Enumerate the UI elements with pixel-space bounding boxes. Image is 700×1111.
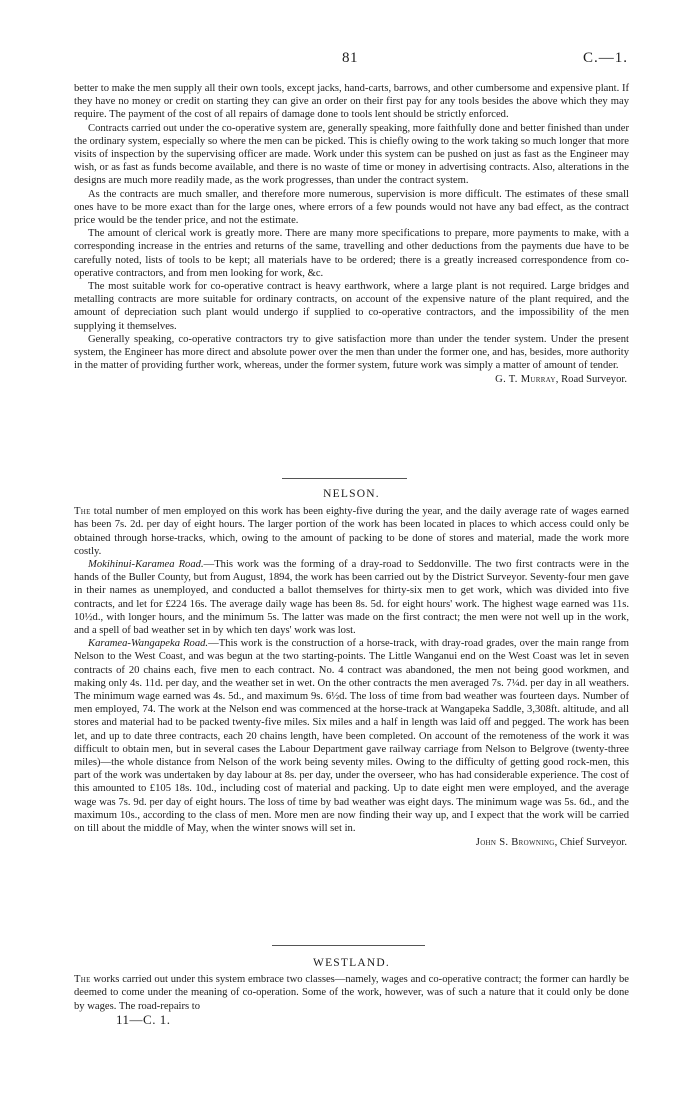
paragraph: [74, 637, 629, 835]
signature-mark: 11—C. 1.: [116, 1012, 171, 1027]
section-divider: [282, 478, 407, 479]
paragraph: [74, 558, 629, 637]
paragraph-text: —This work is the construction of a horse-track, with dray-road grades, over the main range from Nelson to the West Coast, and was begun at the two starting-points. The Little Wanganui end on the West Coast was let in seven contracts of 20 chains each, five men to each contract. No. 4 contract was abandoned, the men not being good workmen, and making only 4s. 11d. per day, and the weather set in wet. On the other contracts the men averaged 7s. 7¼d. per day in all weathers. The minimum wage earned was 4s. 5d., and maximum 9s. 6½d. The loss of time from bad weather was fourteen days. Number of men employed, 74. The work at the Nelson end was commenced at the horse-track at Wangapeka Saddle, 3,308ft. altitude, and all stores and material had to be packed twenty-five miles. Six miles and a half in length was laid off and pegged. The work has been let, and up to date three contracts, each 20 chains length, have been completed. On account of the remoteness of the work it was difficult to obtain men, but in several cases the Labour Department gave railway carriage from Nelson to Belgrove (twenty-three miles)—the whole distance from Nelson of the work being seventy miles. Owing to the difficulty of getting good rock-men, this part of the work was undertaken by day labour at 8s. per day, under the overseer, who has had considerable experience. The cost of this amounted to £105 18s. 10d., including cost of material and packing. Up to date eight men were employed, and the average wage was 7s. 9d. per day of eight hours. The loss of time by bad weather was eight days. The minimum wage was 5s. 6d., and the maximum 10s., according to the class of men. More men are now finding their way up, and I expect that the work will be carried on till about the middle of May, when the winter snows will set in.: [74, 638, 630, 835]
page-header: [0, 52, 700, 70]
paragraph: The most suitable work for co-operative contract is heavy earthwork, where a large plant is not required. Large bridges and metalling contracts are more suitable for ordinary contracts, on account of the expensive nature of the plant required, and the amount of depreciation such plant would undergo if supplied to co-operative contractors, and the impossibility of the men supplying it themselves.: [74, 281, 629, 332]
lead-word: The: [74, 974, 91, 986]
paragraph: [74, 973, 629, 1013]
page-number: 81: [342, 50, 358, 66]
signature-browning: [74, 836, 629, 849]
lead-word: The: [74, 506, 91, 518]
road-name: Karamea-Wangapeka Road.: [88, 638, 209, 650]
signature-murray: [74, 373, 629, 386]
paragraph: Contracts carried out under the co-operative system are, generally speaking, more faithfully done and better finished than under the ordinary system, especially so where the men can be picked. This is chiefly owing to the work taking so much longer that more visits of inspection by the supervising officer are made. Work under this system can be pushed on just as fast as the Engineer may wish, or as fast as funds become available, and there is no waste of time or money in advertising contracts. Also, alterations in the designs are much more readily made, as the work progresses, than under the contract system.: [74, 122, 629, 187]
paragraph: Generally speaking, co-operative contractors try to give satisfaction more than under the tender system. Under the present system, the Engineer has more direct and absolute power over the men than under the former one, and has, besides, more authority in the matter of providing further work, whereas, under the former system, future work was simply a matter of amount of tender.: [74, 333, 629, 372]
signature-name: John S. Browning: [475, 837, 555, 849]
section-divider: [272, 945, 425, 946]
paragraph: The amount of clerical work is greatly more. There are many more specifications to prepare, more payments to make, with a corresponding increase in the entries and returns of the same, travelling and other deductions from the payments due have to be carefully noted, lists of tools to be kept; all materials have to be ordered; there is a greatly increased correspondence from co-operative contractors, and from men looking for work, &c.: [74, 228, 629, 279]
paragraph: [74, 505, 629, 558]
document-reference: C.—1.: [582, 50, 628, 66]
section-road-surveyor-report: [74, 82, 629, 387]
paragraph-text: works carried out under this system embrace two classes—namely, wages and co-operative contract; the former can hardly be deemed to come under the meaning of co-operation. Some of the work, however, was of such a nature that it could only be done by wages. The road-repairs to: [74, 974, 629, 1012]
signature-title: , Chief Surveyor.: [554, 837, 627, 849]
section-westland: [74, 957, 629, 1013]
paragraph-text: —This work was the forming of a dray-road to Seddonville. The two first contracts were in the hands of the Buller County, but from August, 1894, the work has been carried out by the District Surveyor. Seventy-four men gave in their names as unemployed, and conducted a ballot themselves for thirty-six men to get work, which was divided into five contracts, and let for £224 16s. The average daily wage has been 8s. 5d. for eight hours' work. The highest wage earned was 11s. 10½d., with longer hours, and the minimum 5s. The latter was made on the first contract; the men were not well up in the work, and a spell of bad weather set in by which ten days' work was lost.: [74, 559, 629, 637]
paragraph-text: total number of men employed on this work has been eighty-five during the year, and the daily average rate of wages earned has been 7s. 2d. per day of eight hours. The larger portion of the work has been located in places to which access could only be obtained through horse-tracks, which, owing to the amount of packing to be done of stores and material, made the work more costly.: [74, 506, 629, 557]
paragraph: As the contracts are much smaller, and therefore more numerous, supervision is more difficult. The estimates of these small ones have to be more exact than for the large ones, where errors of a few pounds would not have any bad effect, as the contract price would be the tender price, and not the estimate.: [74, 188, 629, 227]
paragraph: better to make the men supply all their own tools, except jacks, hand-carts, barrows, and other cumbersome and expensive plant. If they have no money or credit on starting they can give an order on their first pay for any tools besides the above which they may require. The payment of the cost of all repairs of damage done to tools lent should be strictly enforced.: [74, 83, 629, 121]
road-name: Mokihinui-Karamea Road.: [88, 559, 204, 571]
signature-title: , Road Surveyor.: [555, 374, 627, 386]
section-heading-nelson: NELSON.: [323, 488, 380, 500]
signature-name: G. T. Murray: [495, 374, 556, 386]
section-heading-westland: WESTLAND.: [313, 957, 390, 969]
section-nelson: [74, 488, 629, 849]
